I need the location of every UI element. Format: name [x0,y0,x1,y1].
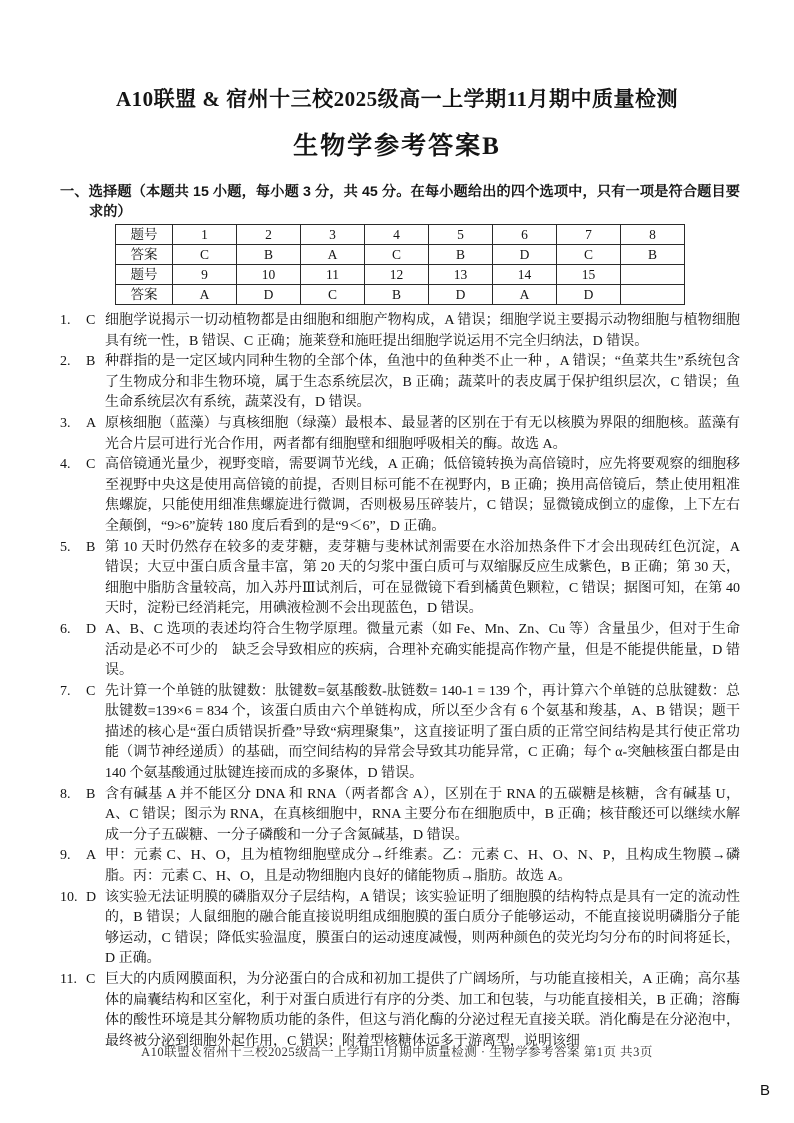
explanation-text: 种群指的是一定区域内同种生物的全部个体，鱼池中的鱼种类不止一种 ，A 错误；“鱼菜共生”系统包含了生物成分和非生物环境，属于生态系统层次，B 正确；蔬菜叶的表皮属于保护组织层次，C 错误；鱼生命系统层次有系统，蔬菜没有，D 错误。 [105,354,740,411]
table-cell: 答案 [116,245,173,265]
table-cell: 14 [493,265,557,285]
table-cell: A [173,285,237,305]
table-cell [621,265,685,285]
table-row [116,265,685,285]
answer-letter: C [86,313,96,328]
explanation-item-1 [60,311,740,352]
table-cell: D [237,285,301,305]
table-cell: 5 [429,225,493,245]
table-cell: 9 [173,265,237,285]
page-corner-mark: B [760,1082,771,1099]
explanation-text: 甲：元素 C、H、O，且为植物细胞壁成分→纤维素。乙：元素 C、H、O、N、P，且构成生物膜→磷脂。丙：元素 C、H、O，且是动物细胞内良好的储能物质→脂肪。故选 A。 [105,848,740,885]
table-cell: C [365,245,429,265]
answer-letter: C [86,972,96,987]
table-row [116,285,685,305]
explanation-text: 高倍镜通光量少，视野变暗，需要调节光线，A 正确；低倍镜转换为高倍镜时，应先将要观察的细胞移至视野中央这是使用高倍镜的前提，否则目标可能不在视野内，B 正确；换用高倍镜后，禁止使用粗准焦螺旋，只能使用细准焦螺旋进行微调，否则极易压碎装片，C 错误；显微镜成倒立的虚像，上下左右全颠倒，“9>6”旋转 180 度后看到的是“9＜6”，D 正确。 [105,457,740,534]
table-cell: D [493,245,557,265]
table-cell: A [493,285,557,305]
explanation-list [60,311,740,1052]
table-cell: 15 [557,265,621,285]
explanation-item-6 [60,620,740,682]
document-title: A10联盟 & 宿州十三校2025级高一上学期11月期中质量检测 [116,87,678,111]
table-cell: B [365,285,429,305]
explanation-text: 细胞学说揭示一切动植物都是由细胞和细胞产物构成，A 错误；细胞学说主要揭示动物细胞与植物细胞具有统一性，B 错误、C 正确；施莱登和施旺提出细胞学说运用不完全归纳法，D 错误。 [105,313,740,349]
answer-letter: B [86,539,96,555]
table-row [116,245,685,265]
question-number: 10. [60,889,78,905]
table-cell: B [621,245,685,265]
table-cell: C [301,285,365,305]
table-cell: C [557,245,621,265]
table-cell: 2 [237,225,301,245]
document-subtitle: 生物学参考答案B [293,133,501,160]
table-cell: 10 [237,265,301,285]
explanation-item-8 [60,785,740,847]
explanation-item-7 [60,682,740,785]
answer-letter: A [86,415,97,431]
page-footer: A10联盟＆宿州十三校2025级高一上学期11月期中质量检测 · 生物学参考答案 第1页 共3页 [141,1045,653,1059]
explanation-text: 含有碱基 A 并不能区分 DNA 和 RNA（两者都含 A），区别在于 RNA 的五碳糖是核糖，含有碱基 U，A、C 错误；图示为 RNA，在真核细胞中，RNA 主要分布在细胞质中，B 正确；核苷酸还可以继续水解成一分子五碳糖、一分子磷酸和一分子含氮碱基，D 错误。 [105,786,740,843]
question-number: 5. [60,539,71,555]
page-content [60,183,740,1052]
explanation-item-4 [60,455,740,537]
answer-letter: D [86,889,97,905]
explanation-item-2 [60,352,740,414]
table-cell [621,285,685,305]
question-number: 4. [60,457,71,473]
table-cell: 题号 [116,225,173,245]
question-number: 3. [60,415,71,431]
explanation-text: 第 10 天时仍然存在较多的麦芽糖，麦芽糖与斐林试剂需要在水浴加热条件下才会出现砖红色沉淀，A 错误；大豆中蛋白质含量丰富，第 20 天的匀浆中蛋白质可与双缩脲反应生成紫色，B 正确；第 30 天，细胞中脂肪含量较高，加入苏丹Ⅲ试剂后，可在显微镜下看到橘黄色颗粒，C 错误；据图可知，在第 40 天时，淀粉已经消耗完，用碘液检测不会出现蓝色，D 错误。 [105,539,740,617]
explanation-text: 原核细胞（蓝藻）与真核细胞（绿藻）最根本、最显著的区别在于有无以核膜为界限的细胞核。蓝藻有光合片层可进行光合作用，两者都有细胞壁和细胞呼吸相关的酶。故选 A。 [105,415,740,452]
table-cell: B [429,245,493,265]
table-cell: 12 [365,265,429,285]
question-number: 9. [60,848,71,864]
explanation-text: 先计算一个单链的肽键数：肽键数=氨基酸数-肽链数= 140-1 = 139 个，再计算六个单链的总肽键数：总肽键数=139×6 = 834 个，该蛋白质由六个单链构成，所以至少含有 6 个氨基和羧基，A、B 错误；题干描述的核心是“蛋白质错误折叠”导致“病理聚集”，这直接证明了蛋白质的正常空间结构是其行使正常功能（调节神经递质）的基础，而空间结构的异常会导致其功能异常，C 正确；每个 α-突触核蛋白都是由 140 个氨基酸通过肽键连接而成的多聚体，D 错误。 [105,683,740,782]
section-heading: 一、选择题（本题共 15 小题，每小题 3 分，共 45 分。在每小题给出的四个选项中，只有一项是符合题目要求的） [60,184,740,220]
table-cell: B [237,245,301,265]
table-cell: 题号 [116,265,173,285]
explanation-text: 该实验无法证明膜的磷脂双分子层结构，A 错误；该实验证明了细胞膜的结构特点是具有一定的流动性的，B 错误；人鼠细胞的融合能直接说明组成细胞膜的蛋白质分子能够运动，不能直接说明磷脂分子能够运动，C 错误；降低实验温度，膜蛋白的运动速度减慢，则两种颜色的荧光均匀分布的时间将延长，D 正确。 [105,889,740,967]
table-cell: A [301,245,365,265]
table-cell: 1 [173,225,237,245]
explanation-item-10 [60,888,740,970]
table-cell: 6 [493,225,557,245]
answer-key-table [115,224,685,305]
explanation-item-3 [60,414,740,455]
explanation-item-9 [60,846,740,887]
table-cell: D [557,285,621,305]
question-number: 6. [60,621,71,637]
table-cell: 13 [429,265,493,285]
answer-letter: B [86,354,96,370]
table-cell: 8 [621,225,685,245]
question-number: 11. [60,972,77,987]
explanation-text: 巨大的内质网膜面积，为分泌蛋白的合成和初加工提供了广阔场所，与功能直接相关，A 正确；高尔基体的扁囊结构和区室化，利于对蛋白质进行有序的分类、加工和包装，与功能直接相关，B 正确；溶酶体的酸性环境是其分解物质功能的条件，但这与消化酶的分泌过程无直接关联。消化酶是在分泌泡中，最终被分泌到细胞外起作用，C 错误；附着型核糖体远多于游离型，说明该细 [105,972,740,1049]
question-number: 2. [60,354,71,370]
question-number: 1. [60,313,71,328]
explanation-text: A、B、C 选项的表述均符合生物学原理。微量元素（如 Fe、Mn、Zn、Cu 等）含量虽少，但对于生命活动是必不可少的 缺乏会导致相应的疾病，合理补充确实能提高作物产量，但是不能提供能量，D 错误。 [105,621,740,679]
table-cell: 4 [365,225,429,245]
question-number: 8. [60,786,71,802]
table-cell: 答案 [116,285,173,305]
table-cell: 7 [557,225,621,245]
table-cell: C [173,245,237,265]
answer-letter: C [86,683,96,699]
answer-letter: B [86,786,96,802]
table-cell: 11 [301,265,365,285]
answer-letter: A [86,848,97,864]
table-cell: 3 [301,225,365,245]
explanation-item-5 [60,538,740,620]
answer-letter: C [86,457,96,473]
explanation-item-11 [60,970,740,1052]
table-cell: D [429,285,493,305]
table-row [116,225,685,245]
answer-letter: D [86,621,97,637]
question-number: 7. [60,683,71,699]
